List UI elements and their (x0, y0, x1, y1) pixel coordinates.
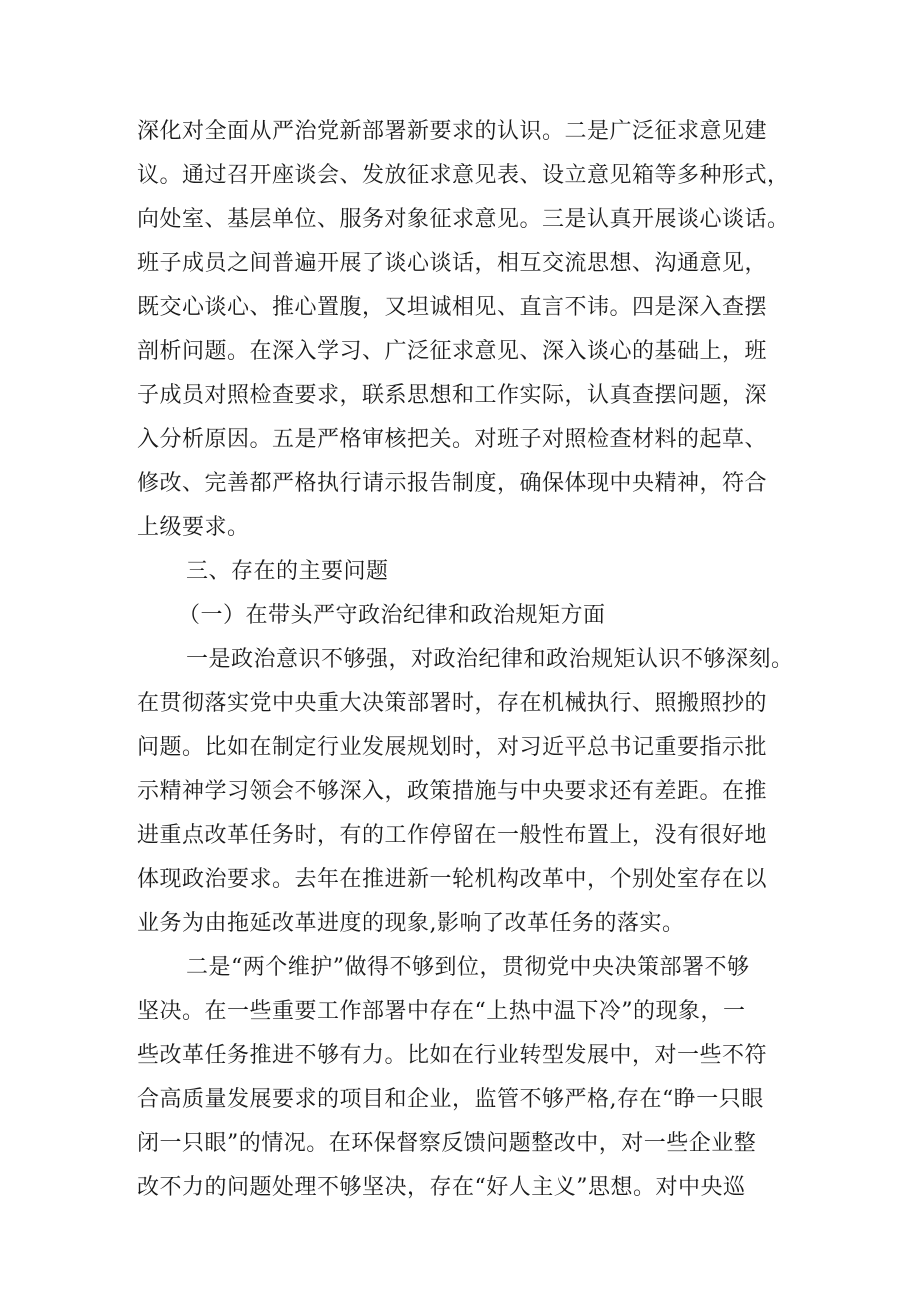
text-line: 体现政治要求。去年在推进新一轮机构改革中，个别处室存在以 (137, 867, 768, 892)
text-line: 向处室、基层单位、服务对象征求意见。三是认真开展谈心谈话。 (137, 207, 790, 232)
text-line: 坚决。在一些重要工作部署中存在“上热中温下冷”的现象，一 (137, 999, 746, 1024)
text-line: 入分析原因。五是严格审核把关。对班子对照检查材料的起草、 (137, 427, 768, 452)
text-line: 班子成员之间普遍开展了谈心谈话，相互交流思想、沟通意见， (137, 251, 768, 276)
text-line: 修改、完善都严格执行请示报告制度，确保体现中央精神，符合 (137, 471, 768, 496)
text-line: 一是政治意识不够强，对政治纪律和政治规矩认识不够深刻。 (186, 647, 794, 672)
text-line: 问题。比如在制定行业发展规划时，对习近平总书记重要指示批 (137, 735, 768, 760)
text-line: 深化对全面从严治党新部署新要求的认识。二是广泛征求意见建 (137, 119, 768, 144)
text-line: 进重点改革任务时，有的工作停留在一般性布置上，没有很好地 (137, 823, 768, 848)
section-heading: 三、存在的主要问题 (186, 559, 389, 584)
subsection-heading: （一）在带头严守政治纪律和政治规矩方面 (178, 603, 606, 628)
text-line: 子成员对照检查要求，联系思想和工作实际，认真查摆问题，深 (137, 383, 768, 408)
text-line: 既交心谈心、推心置腹，又坦诚相见、直言不讳。四是深入查摆 (137, 295, 768, 320)
text-line: 二是“两个维护”做得不够到位，贯彻党中央决策部署不够 (186, 955, 750, 980)
text-line: 些改革任务推进不够有力。比如在行业转型发展中，对一些不符 (137, 1043, 768, 1068)
text-line: 剖析问题。在深入学习、广泛征求意见、深入谈心的基础上，班 (137, 339, 768, 364)
text-line: 在贯彻落实党中央重大决策部署时，存在机械执行、照搬照抄的 (137, 691, 768, 716)
text-line: 示精神学习领会不够深入，政策措施与中央要求还有差距。在推 (137, 779, 768, 804)
text-line: 改不力的问题处理不够坚决，存在“好人主义”思想。对中央巡 (137, 1175, 746, 1200)
text-line: 议。通过召开座谈会、发放征求意见表、设立意见箱等多种形式， (137, 163, 790, 188)
text-line: 合高质量发展要求的项目和企业，监管不够严格,存在“睁一只眼 (137, 1087, 764, 1112)
text-line: 上级要求。 (137, 515, 250, 540)
text-line: 闭一只眼”的情况。在环保督察反馈问题整改中，对一些企业整 (137, 1131, 757, 1156)
text-line: 业务为由拖延改革进度的现象,影响了改革任务的落实。 (137, 911, 685, 936)
